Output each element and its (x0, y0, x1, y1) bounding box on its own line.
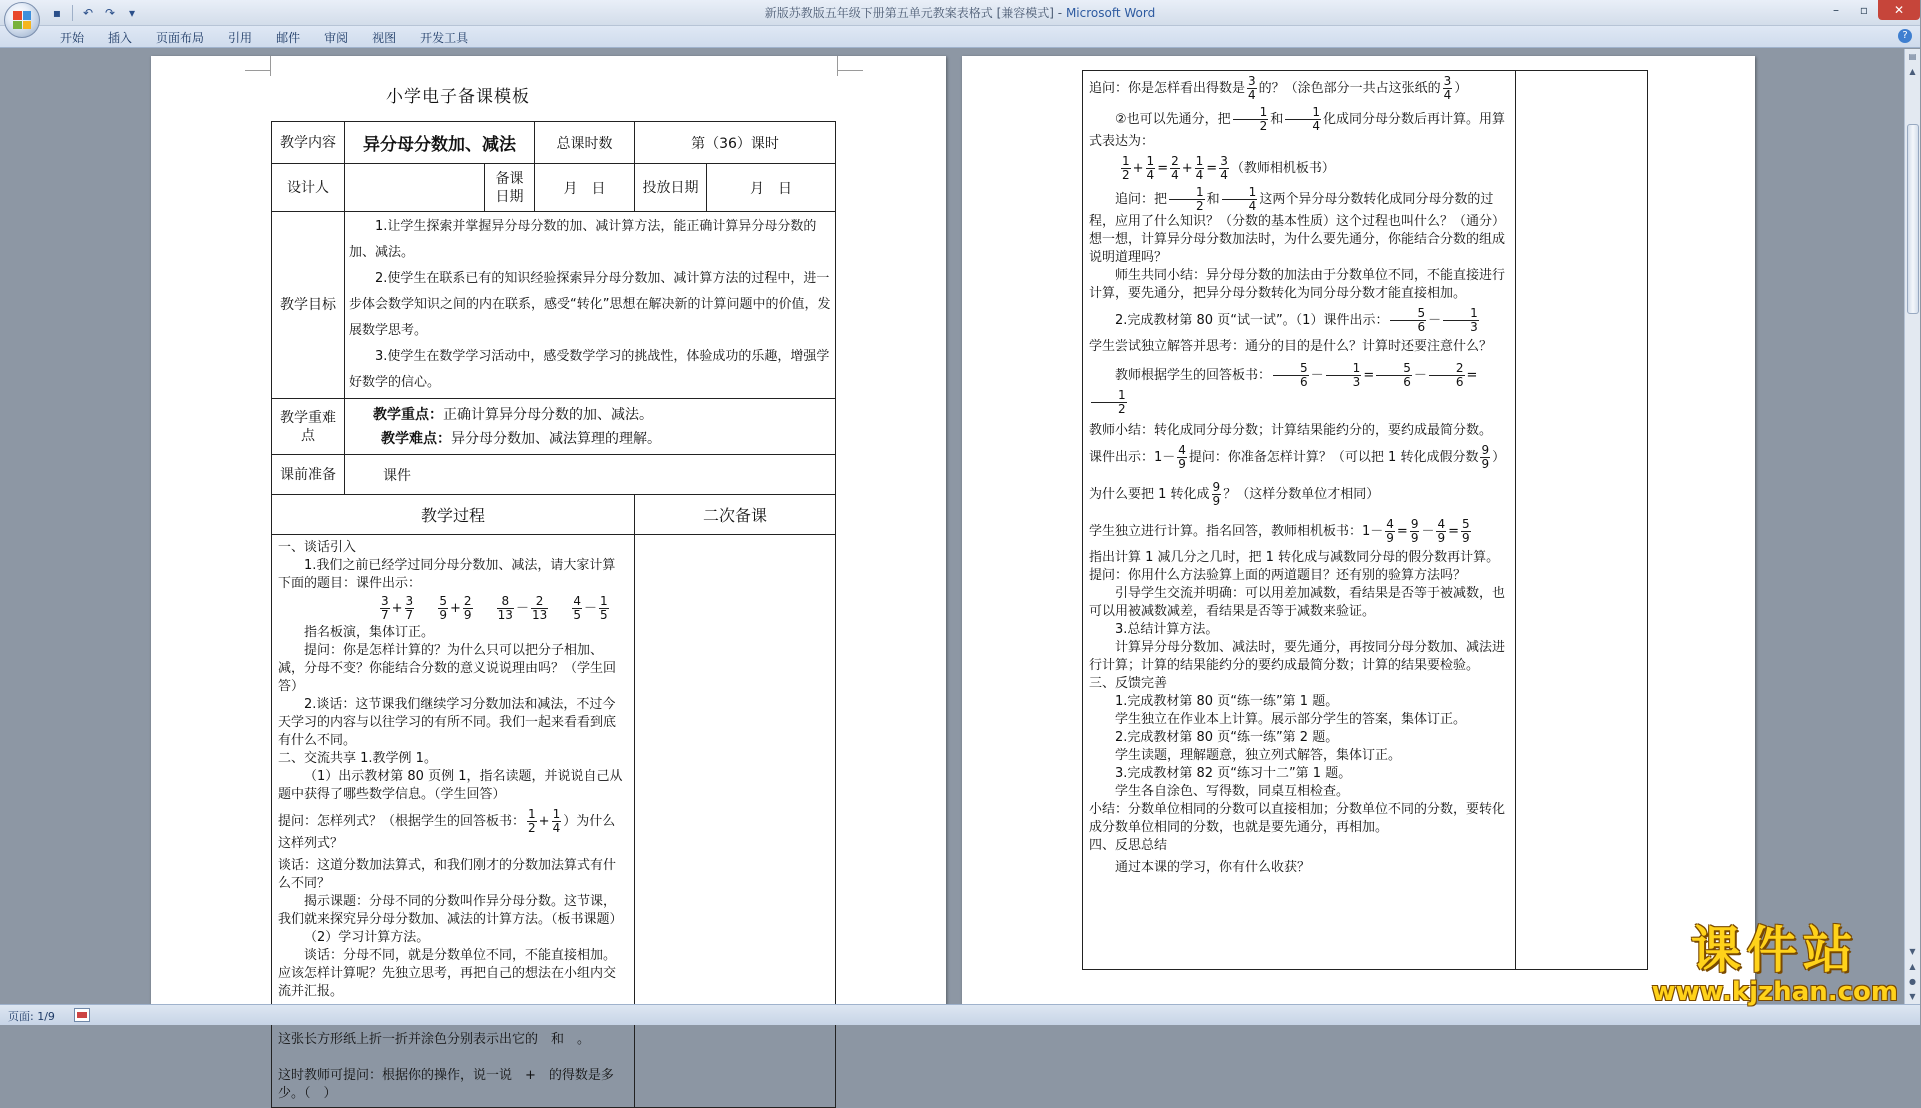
fraction: $\frac{5}{9}$ (439, 594, 447, 622)
process-line: 通过本课的学习，你有什么收获？ (1115, 860, 1311, 875)
designer-label: 设计人 (272, 164, 345, 212)
minimize-button[interactable]: – (1833, 3, 1839, 17)
process-line: 教师根据学生的回答板书： $\frac{5}{6}$ － $\frac{1}{3}$ = $\frac{5}{6}$ － $\frac{2}{6}$ = $\frac{1}{2}$ (1089, 362, 1509, 416)
tab-references[interactable]: 引用 (228, 31, 253, 45)
process-line: （1）出示教材第 80 页例 1，指名读题，并说说自己从题中获得了哪些数学信息。（学生回答） (278, 769, 623, 802)
difficulty-title: 教学难点： (381, 430, 451, 447)
undo-icon[interactable]: ↶ (82, 6, 94, 20)
process-line: 1.我们之前已经学过同分母分数加、减法，请大家计算下面的题目：课件出示： (278, 558, 616, 591)
objective-2: 2.使学生在联系已有的知识经验探索异分母分数加、减计算方法的过程中，进一步体会数学知识之间的内在联系，感受“转化”思想在解决新的计算问题中的价值，发展数学思考。 (349, 271, 831, 338)
previous-page-icon[interactable]: ▲ (1909, 962, 1916, 971)
crop-mark (245, 70, 271, 94)
fraction: $\frac{9}{9}$ (1481, 443, 1490, 471)
process-line: 一、谈话引入 (278, 540, 357, 555)
fraction: $\frac{1}{5}$ (600, 594, 608, 622)
tab-view[interactable]: 视图 (372, 31, 397, 45)
prep-date-value[interactable]: 月 日 (535, 164, 635, 212)
process-line: 指出计算 1 减几分之几时，把 1 转化成与减数同分母的假分数再计算。 (1089, 550, 1500, 565)
fraction: $\frac{3}{7}$ (381, 594, 389, 622)
process-line: 学生独立进行计算。指名回答，教师相机板书：1－ $\frac{4}{9}$ = $\frac{9}{9}$ － $\frac{4}{9}$ = $\frac{5}{9}$ (1089, 517, 1470, 545)
doc-title: 小学电子备课模板 (386, 87, 530, 107)
page-left[interactable] (151, 56, 946, 1101)
process-continued-table (1082, 70, 1648, 970)
select-browse-object-icon[interactable]: ● (1909, 977, 1916, 986)
fraction: $\frac{1}{2}$ (1169, 186, 1205, 213)
total-lessons-label: 总课时数 (535, 122, 635, 164)
fraction: $\frac{1}{4}$ (1146, 154, 1155, 182)
process-line: 3.完成教材第 82 页“练习十二”第 1 题。 (1115, 766, 1352, 781)
process-line: 学生各自涂色、写得数，同桌互相检查。 (1115, 784, 1350, 799)
content-label: 教学内容 (272, 122, 345, 164)
close-button[interactable]: ✕ (1878, 0, 1920, 20)
fraction: $\frac{5}{6}$ (1390, 307, 1426, 334)
process-line: 指名板演，集体订正。 (304, 625, 435, 640)
designer-value[interactable] (345, 164, 485, 212)
title-separator: - (1053, 6, 1066, 20)
status-bar (0, 1004, 1920, 1025)
deliver-date-label: 投放日期 (635, 164, 707, 212)
fraction: $\frac{5}{6}$ (1273, 362, 1309, 389)
ruler-toggle-icon[interactable]: ▤ (1908, 52, 1917, 61)
scroll-up-icon[interactable]: ▲ (1909, 67, 1916, 76)
objectives-label: 教学目标 (272, 212, 345, 399)
lesson-plan-table (271, 121, 836, 1108)
window-controls (1822, 0, 1920, 20)
tab-developer[interactable]: 开发工具 (420, 31, 469, 45)
difficulty-text: 异分母分数加、减法算理的理解。 (451, 430, 661, 447)
lesson-topic[interactable]: 异分母分数加、减法 (345, 122, 535, 164)
tab-home[interactable]: 开始 (60, 31, 85, 45)
process-line: 谈话：这道分数加法算式，和我们刚才的分数加法算式有什么不同？ (278, 858, 617, 891)
process-line: （2）学习计算方法。 (304, 930, 430, 945)
process-line: 教师小结：转化成同分母分数；计算结果能约分的，要约成最简分数。 (1089, 423, 1493, 438)
fraction: $\frac{4}{9}$ (1386, 517, 1394, 545)
focus-text: 正确计算异分母分数的加、减法。 (443, 406, 653, 423)
fraction: $\frac{4}{5}$ (573, 594, 582, 622)
fraction: $\frac{1}{2}$ (1122, 154, 1130, 182)
key-points-cell[interactable] (345, 399, 836, 455)
fraction: $\frac{3}{4}$ (1248, 74, 1256, 102)
prep-value[interactable]: 课件 (345, 455, 836, 495)
fraction: $\frac{1}{4}$ (1285, 106, 1321, 133)
office-logo-icon (13, 11, 31, 29)
objective-1: 1.让学生探索并掌握异分母分数的加、减计算方法，能正确计算异分母分数的加、减法。 (349, 219, 817, 260)
fraction: $\frac{4}{9}$ (1437, 517, 1446, 545)
lesson-number[interactable]: 第（36）课时 (635, 122, 836, 164)
title-bar (0, 0, 1920, 26)
expression: $\frac{5}{9}$ + $\frac{2}{9}$ (439, 594, 472, 622)
document-name: 新版苏教版五年级下册第五单元教案表格式 [兼容模式] (764, 6, 1054, 20)
process-line: 计算异分母分数加、减法时，要先通分，再按同分母分数加、减法进行计算；计算的结果能约分的要约成最简分数；计算的结果要检验。 (1089, 640, 1506, 673)
ribbon-tab-bar (0, 26, 1920, 48)
process-line: 引导学生交流并明确：可以用差加减数，看结果是否等于被减数，也可以用被减数减差，看结果是否等于减数来验证。 (1089, 586, 1506, 619)
fraction: $\frac{2}{6}$ (1429, 362, 1465, 389)
process-continued-body[interactable] (1083, 71, 1516, 970)
page-count[interactable]: 页面: 1/9 (8, 1010, 55, 1023)
fraction: $\frac{2}{4}$ (1171, 154, 1179, 182)
process-line: 3.总结计算方法。 (1115, 622, 1219, 637)
save-icon[interactable]: ▪ (52, 6, 62, 20)
process-line: 师生共同小结：异分母分数的加法由于分数单位不同，不能直接进行计算，要先通分，把异分母分数转化为同分母分数才能直接相加。 (1089, 268, 1506, 301)
expression: $\frac{3}{7}$ + $\frac{3}{7}$ (381, 594, 414, 622)
fraction: $\frac{3}{4}$ (1220, 154, 1228, 182)
watermark-url: www.kjzhan.com (1651, 977, 1898, 1007)
vertical-scrollbar[interactable] (1904, 49, 1920, 1004)
expression: $\frac{4}{5}$ － $\frac{1}{5}$ (573, 594, 608, 622)
fraction: $\frac{5}{9}$ (1462, 517, 1470, 545)
process-header: 教学过程 (272, 495, 635, 535)
process-line: 提问：你用什么方法验算上面的两道题目？还有别的验算方法吗？ (1089, 568, 1467, 583)
fraction: $\frac{8}{13}$ (497, 594, 513, 622)
process-line: 追问：你是怎样看出得数是 $\frac{3}{4}$ 的？（涂色部分一共占这张纸的 $\frac{3}{4}$ ） (1089, 74, 1468, 102)
fraction: $\frac{1}{2}$ (1233, 106, 1269, 133)
crop-mark (837, 70, 863, 94)
scroll-thumb[interactable] (1907, 124, 1919, 314)
process-line: 学生尝试独立解答并思考：通分的目的是什么？计算时还要注意什么？ (1089, 339, 1493, 354)
process-line: ②也可以先通分，把 $\frac{1}{2}$ 和 $\frac{1}{4}$ 化成同分母分数后再计算。用算式表达为： (1089, 105, 1505, 149)
process-line: 这时教师可提问：根据你的操作，说一说 + 的得数是多少。（ ） (278, 1068, 614, 1101)
fraction: $\frac{9}{9}$ (1212, 480, 1221, 508)
page-right[interactable] (962, 56, 1755, 1016)
process-line: 二、交流共享 1.教学例 1。 (278, 751, 437, 766)
course-expressions (378, 595, 628, 622)
fraction: $\frac{1}{4}$ (1222, 186, 1258, 213)
tab-mailings[interactable]: 邮件 (276, 31, 301, 45)
second-prep-cell[interactable] (1516, 71, 1648, 970)
process-line: 1.完成教材第 80 页“练一练”第 1 题。 (1115, 694, 1339, 709)
process-line: 课件出示：1－ $\frac{4}{9}$ 提问：你准备怎样计算？（可以把 1 转化成假分数 $\frac{9}{9}$ ） (1089, 443, 1506, 471)
proofing-status-icon[interactable] (74, 1008, 90, 1022)
expression: $\frac{8}{13}$ － $\frac{2}{13}$ (497, 594, 548, 622)
process-line: 提问：怎样列式？（根据学生的回答板书： $\frac{1}{2}$ + $\frac{1}{4}$ ）为什么这样列式？ (278, 807, 616, 851)
process-line: 揭示课题：分母不同的分数叫作异分母分数。这节课，我们就来探究异分母分数加、减法的计算方法。（板书课题） (278, 894, 623, 927)
fraction: $\frac{3}{4}$ (1443, 74, 1452, 102)
key-points-label: 教学重难点 (272, 399, 345, 455)
process-line: 2.谈话：这节课我们继续学习分数加法和减法，不过今天学习的内容与以往学习的有所不同。我们一起来看看到底有什么不同。 (278, 697, 617, 748)
fraction: $\frac{3}{7}$ (405, 594, 414, 622)
fraction: $\frac{1}{3}$ (1443, 307, 1479, 334)
fraction: $\frac{4}{9}$ (1178, 443, 1186, 471)
process-line: $\frac{1}{2}$ + $\frac{1}{4}$ = $\frac{2}{4}$ + $\frac{1}{4}$ = $\frac{3}{4}$ （教师相机板书） (1122, 154, 1335, 182)
process-line: 四、反思总结 (1089, 838, 1168, 853)
help-icon[interactable]: ? (1898, 29, 1912, 43)
tab-insert[interactable]: 插入 (108, 31, 133, 45)
fraction: $\frac{2}{9}$ (463, 594, 472, 622)
tab-review[interactable]: 审阅 (324, 31, 349, 45)
customize-qat-icon[interactable]: ▾ (128, 6, 136, 20)
process-line: 2.完成教材第 80 页“试一试”。（1）课件出示： $\frac{5}{6}$ － $\frac{1}{3}$ (1115, 306, 1478, 334)
app-name: Microsoft Word (1065, 6, 1156, 20)
fraction: $\frac{2}{13}$ (531, 594, 548, 622)
process-line: 追问：把 $\frac{1}{2}$ 和 $\frac{1}{4}$ 这两个异分母分数转化成同分母分数的过程，应用了什么知识？（分数的基本性质）这个过程也叫什么？（通分）想一想，计算异分母分数加法时，为什么要先通分，你能结合分数的组成说明道理吗？ (1089, 185, 1506, 265)
process-line: 这张长方形纸上折一折并涂色分别表示出它的 和 。 (278, 1032, 591, 1047)
fraction: $\frac{1}{4}$ (552, 807, 561, 835)
next-page-icon[interactable]: ▼ (1909, 992, 1916, 1001)
objectives-cell[interactable] (345, 212, 836, 399)
process-line: 2.完成教材第 80 页“练一练”第 2 题。 (1115, 730, 1339, 745)
process-line: 小结：分数单位相同的分数可以直接相加；分数单位不同的分数，要转化成分数单位相同的分数，也就是要先通分，再相加。 (1089, 802, 1506, 835)
watermark (1652, 923, 1898, 1007)
prep-date-label: 备课日期 (485, 164, 535, 212)
process-line: 为什么要把 1 转化成 $\frac{9}{9}$ ？（这样分数单位才相同） (1089, 480, 1380, 508)
fraction: $\frac{1}{2}$ (1091, 389, 1127, 416)
process-line: 学生独立在作业本上计算。展示部分学生的答案，集体订正。 (1115, 712, 1467, 727)
scroll-down-icon[interactable]: ▼ (1909, 947, 1916, 956)
focus-title: 教学重点： (373, 406, 443, 423)
tab-page-layout[interactable]: 页面布局 (156, 31, 205, 45)
prep-label: 课前准备 (272, 455, 345, 495)
process-line: 学生读题，理解题意，独立列式解答，集体订正。 (1115, 748, 1402, 763)
process-line: 三、反馈完善 (1089, 676, 1168, 691)
second-prep-header: 二次备课 (635, 495, 836, 535)
maximize-button[interactable]: ▫ (1859, 3, 1869, 17)
fraction: $\frac{1}{3}$ (1326, 362, 1362, 389)
office-button[interactable] (4, 2, 40, 38)
fraction: $\frac{9}{9}$ (1410, 517, 1419, 545)
objective-3: 3.使学生在数学学习活动中，感受数学学习的挑战性，体验成功的乐趣，增强学好数学的信心。 (349, 349, 830, 390)
process-line: 提问：你是怎样计算的？为什么只可以把分子相加、减，分母不变？你能结合分数的意义说说理由吗？（学生回答） (278, 643, 617, 694)
fraction: $\frac{1}{2}$ (528, 807, 536, 835)
fraction: $\frac{5}{6}$ (1376, 362, 1412, 389)
deliver-date-value[interactable]: 月 日 (707, 164, 836, 212)
fraction: $\frac{1}{4}$ (1195, 154, 1204, 182)
process-line: 谈话：分母不同，就是分数单位不同，不能直接相加。应该怎样计算呢？先独立思考，再把自己的想法在小组内交流并汇报。 (278, 948, 617, 999)
window-title (0, 4, 1920, 21)
watermark-brand: 课件站 (1690, 921, 1859, 979)
redo-icon[interactable]: ↷ (104, 6, 116, 20)
